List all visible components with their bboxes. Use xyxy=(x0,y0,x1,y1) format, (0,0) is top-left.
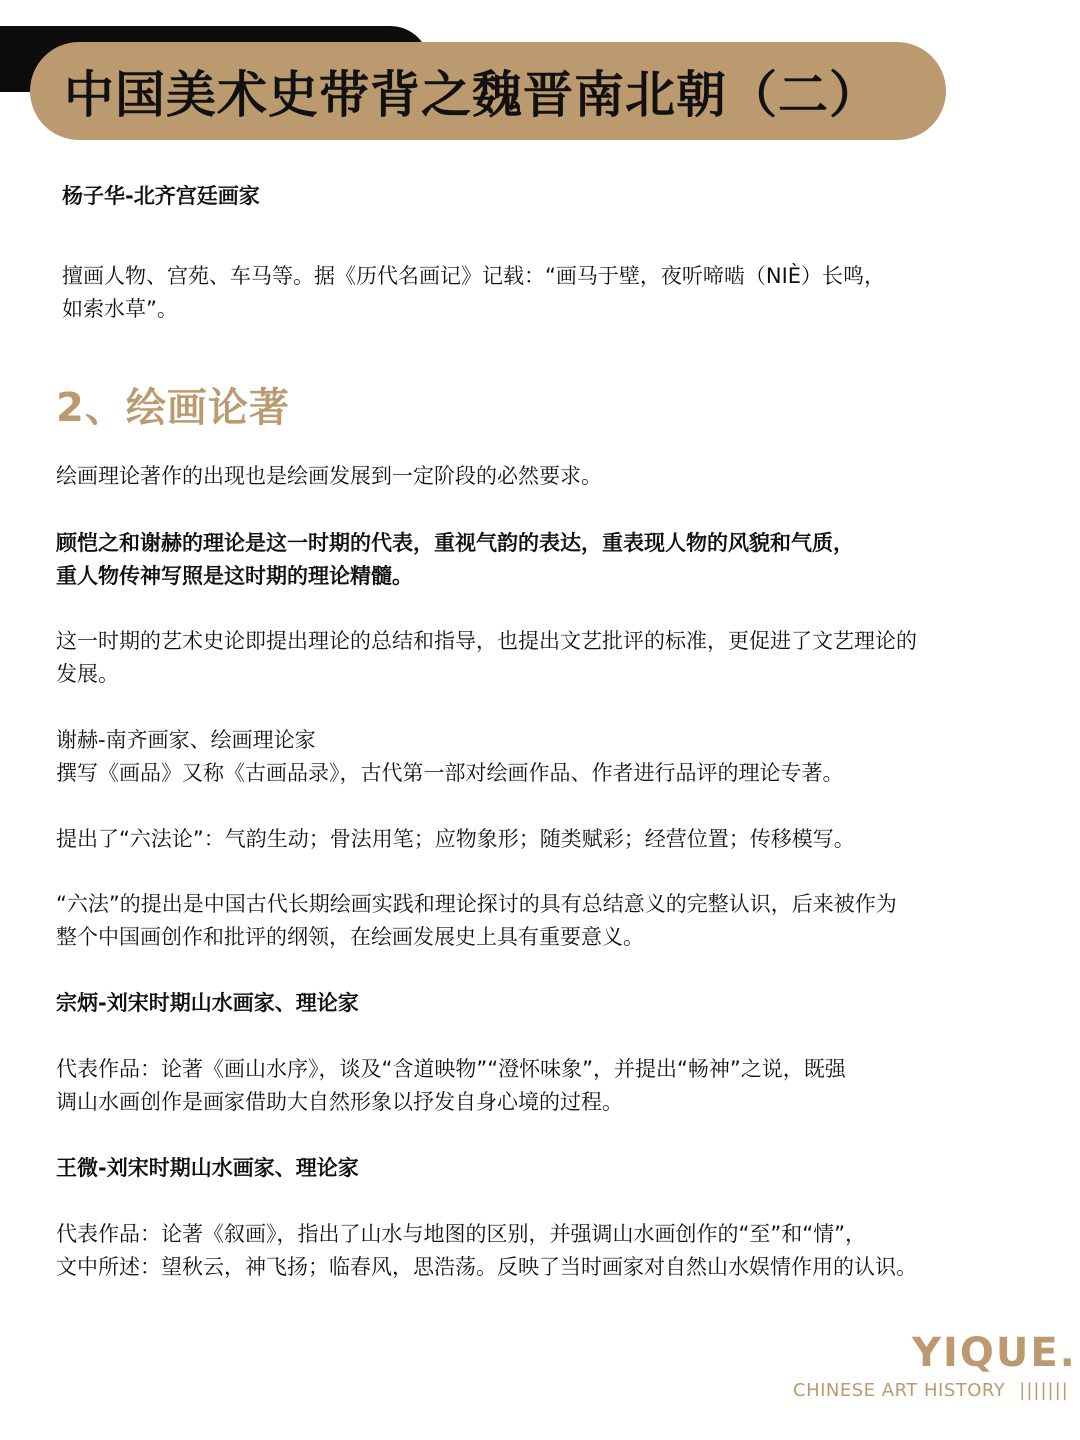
history-paragraph xyxy=(56,625,1036,691)
six-laws-paragraph: 提出了“六法论”：气韵生动；骨法用笔；应物象形；随类赋彩；经营位置；传移模写。 xyxy=(56,827,855,851)
zongbing-paragraph xyxy=(56,1053,1036,1119)
yang-paragraph xyxy=(62,260,1042,326)
wangwei-paragraph xyxy=(56,1218,1036,1284)
section-title: 2、绘画论著 xyxy=(56,385,290,431)
history-line-1: 这一时期的艺术史论即提出理论的总结和指导，也提出文艺批评的标准，更促进了文艺理论的 xyxy=(56,629,917,653)
bold-line-1: 顾恺之和谢赫的理论是这一时期的代表，重视气韵的表达，重表现人物的风貌和气质， xyxy=(56,531,854,555)
six-laws-significance xyxy=(56,888,1036,954)
title-banner xyxy=(30,42,946,140)
yang-line-1: 擅画人物、宫苑、车马等。据《历代名画记》记载：“画马于壁，夜听啼啮（NIÈ）长鸣， xyxy=(62,264,886,288)
significance-line-1: “六法”的提出是中国古代长期绘画实践和理论探讨的具有总结意义的完整认识，后来被作为 xyxy=(56,892,897,916)
wangwei-line-1: 代表作品：论著《叙画》，指出了山水与地图的区别，并强调山水画创作的“至”和“情”， xyxy=(56,1222,867,1246)
yang-line-2: 如索水草”。 xyxy=(62,297,178,321)
significance-line-2: 整个中国画创作和批评的纲领，在绘画发展史上具有重要意义。 xyxy=(56,925,644,949)
bold-paragraph xyxy=(56,527,1036,593)
yang-heading: 杨子华-北齐宫廷画家 xyxy=(62,184,260,208)
brand-subtitle xyxy=(793,1380,1069,1401)
page-title: 中国美术史带背之魏晋南北朝（二） xyxy=(64,66,880,124)
wangwei-line-2: 文中所述：望秋云，神飞扬；临春风，思浩荡。反映了当时画家对自然山水娱情作用的认识。 xyxy=(56,1255,917,1279)
bold-line-2: 重人物传神写照是这时期的理论精髓。 xyxy=(56,564,413,588)
xiehe-desc: 撰写《画品》又称《古画品录》，古代第一部对绘画作品、作者进行品评的理论专著。 xyxy=(56,761,844,785)
zongbing-heading: 宗炳-刘宋时期山水画家、理论家 xyxy=(56,991,359,1015)
xiehe-paragraph xyxy=(56,724,1036,790)
history-line-2: 发展。 xyxy=(56,662,119,686)
brand-subtitle-text: CHINESE ART HISTORY xyxy=(793,1380,1006,1401)
section-intro: 绘画理论著作的出现也是绘画发展到一定阶段的必然要求。 xyxy=(56,464,602,488)
wangwei-heading: 王微-刘宋时期山水画家、理论家 xyxy=(56,1156,359,1180)
brand-bars: ||||||| xyxy=(1019,1380,1069,1401)
zongbing-line-2: 调山水画创作是画家借助大自然形象以抒发自身心境的过程。 xyxy=(56,1090,623,1114)
xiehe-heading: 谢赫-南齐画家、绘画理论家 xyxy=(56,728,316,752)
zongbing-line-1: 代表作品：论著《画山水序》，谈及“含道映物”“澄怀味象”，并提出“畅神”之说，既强 xyxy=(56,1057,846,1081)
brand-logo: YIQUE. xyxy=(912,1330,1077,1376)
